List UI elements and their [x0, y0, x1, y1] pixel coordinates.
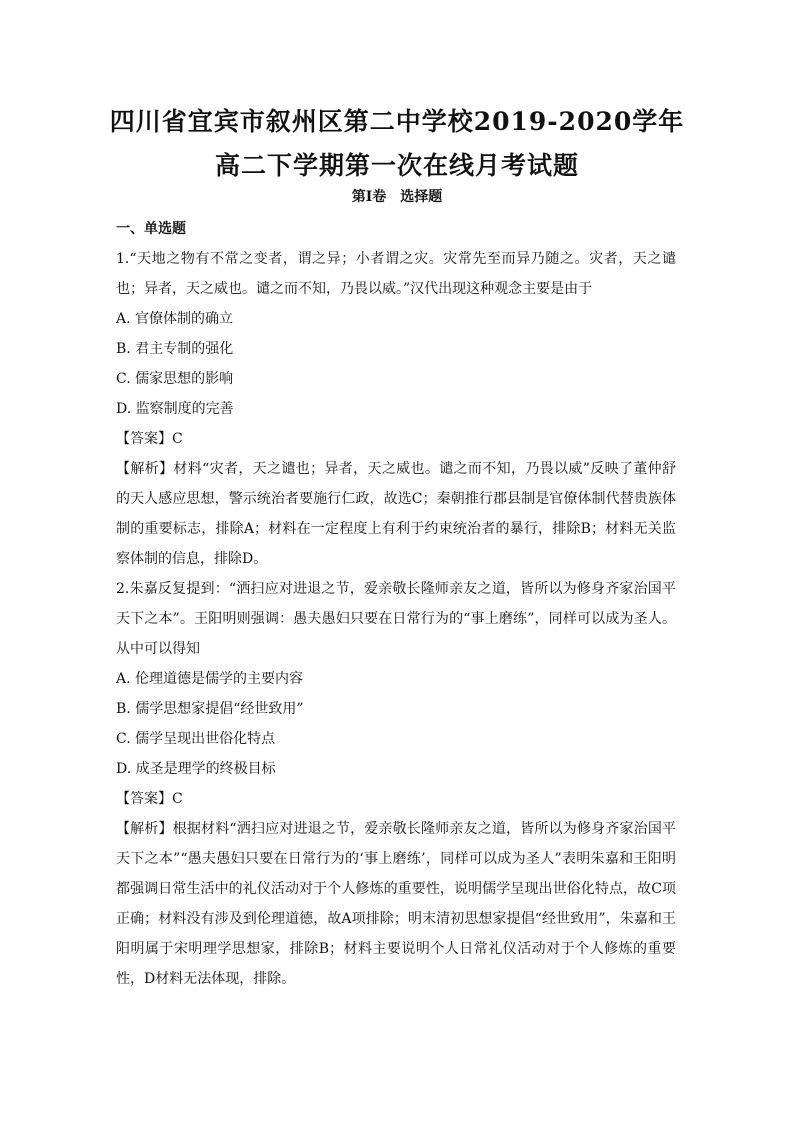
- document-title-line1: 四川省宜宾市叙州区第二中学校2019-2020学年: [109, 107, 685, 136]
- question-1: [116, 244, 676, 574]
- question-1-analysis: 【解析】材料“灾者，天之谴也；异者，天之威也。谴之而不知，乃畏以威”反映了董仲舒的天人感应思想，警示统治者要施行仁政，故选C；秦朝推行郡县制是官僚体制代替贵族体制的重要标志，排除A；材料在一定程度上有利于约束统治者的暴行，排除B；材料无关监察体制的信息，排除D。: [116, 461, 676, 567]
- question-2-analysis: 【解析】根据材料“洒扫应对进退之节，爱亲敬长隆师亲友之道，皆所以为修身齐家治国平天下之本”“愚夫愚妇只要在日常行为的‘事上磨练’，同样可以成为圣人”表明朱嘉和王阳明都强调日常生活中的礼仪活动对于个人修炼的重要性，说明儒学呈现出世俗化特点，故C项正确；材料没有涉及到伦理道德，故A项排除；明末清初思想家提倡“经世致用”，朱嘉和王阳明属于宋明理学思想家，排除B；材料主要说明个人日常礼仪活动对于个人修炼的重要性，D材料无法体现，排除。: [116, 821, 676, 987]
- question-2-option-a: A. 伦理道德是儒学的主要内容: [116, 671, 304, 687]
- question-1-option-b: B. 君主专制的强化: [116, 341, 234, 357]
- document-title-line2: 高二下学期第一次在线月考试题: [214, 151, 579, 180]
- question-1-option-c: C. 儒家思想的影响: [116, 371, 234, 387]
- document-content: [116, 214, 676, 994]
- question-1-stem: 1.“天地之物有不常之变者，谓之异；小者谓之灾。灾常先至而异乃随之。灾者，天之谴也；异者，天之威也。谴之而不知，乃畏以威。”汉代出现这种观念主要是由于: [116, 251, 676, 297]
- question-2-answer: 【答案】C: [116, 791, 183, 807]
- section-heading: 一、单选题: [116, 221, 186, 237]
- question-2: [116, 574, 676, 994]
- question-1-option-d: D. 监察制度的完善: [116, 401, 234, 417]
- question-2-option-c: C. 儒学呈现出世俗化特点: [116, 731, 276, 747]
- question-2-option-b: B. 儒学思想家提倡“经世致用”: [116, 701, 304, 717]
- question-2-stem: 2.朱嘉反复提到：“洒扫应对进退之节，爱亲敬长隆师亲友之道，皆所以为修身齐家治国平天下之本”。王阳明则强调：愚夫愚妇只要在日常行为的“事上磨练”，同样可以成为圣人。从中可以得知: [116, 581, 676, 657]
- question-1-option-a: A. 官僚体制的确立: [116, 311, 234, 327]
- document-subtitle: 第Ⅰ卷 选择题: [351, 189, 443, 205]
- question-1-answer: 【答案】C: [116, 431, 183, 447]
- question-2-option-d: D. 成圣是理学的终极目标: [116, 761, 276, 777]
